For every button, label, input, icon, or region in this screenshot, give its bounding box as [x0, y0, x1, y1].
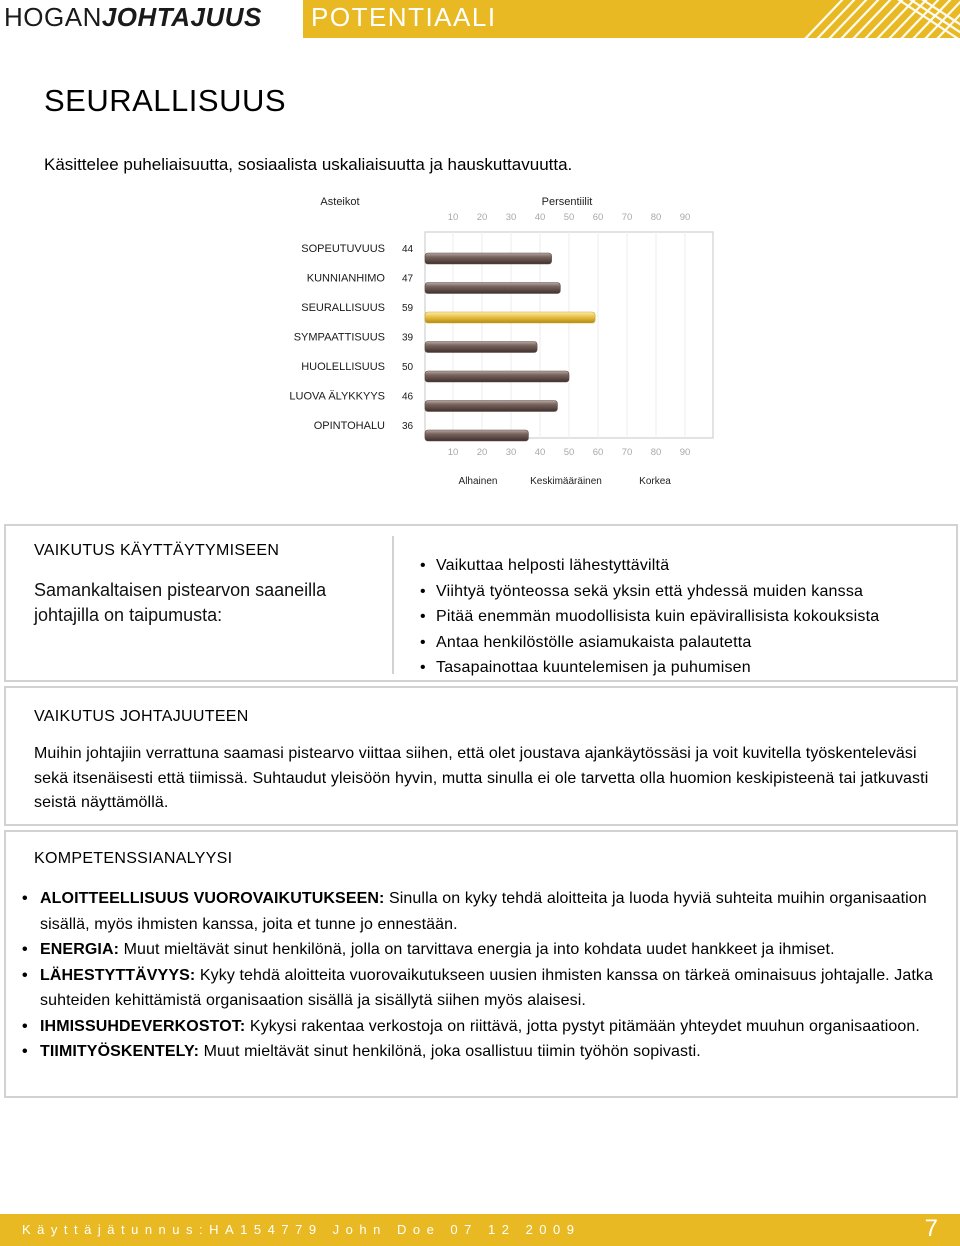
- competence-item: [34, 937, 944, 963]
- competence-item: [34, 1014, 944, 1040]
- list-item: • Vaikuttaa helposti lähestyttäviltä: [420, 553, 879, 579]
- decorative-lines-icon: [800, 0, 960, 38]
- list-item: • Tasapainottaa kuuntelemisen ja puhumisen: [420, 655, 879, 681]
- value-label: 44: [402, 244, 414, 255]
- tick-label-bottom: 30: [505, 447, 517, 458]
- tick-label-top: 20: [476, 212, 488, 223]
- brand-third: POTENTIAALI: [311, 2, 497, 32]
- competence-item: [34, 1039, 944, 1065]
- report-footer: [0, 1214, 960, 1246]
- value-label: 46: [402, 391, 414, 403]
- tick-label-top: 90: [679, 212, 691, 223]
- tick-label-bottom: 10: [447, 447, 459, 458]
- value-label: 50: [402, 362, 414, 373]
- competence-list: [34, 886, 944, 1065]
- bar-opintohalu: [425, 430, 528, 441]
- competence-label: IHMISSUHDEVERKOSTOT:: [40, 1017, 246, 1035]
- tick-label-top: 70: [621, 212, 633, 223]
- tick-label-top: 50: [563, 212, 575, 223]
- bar-sympaattisuus: [425, 342, 537, 353]
- competence-label: ENERGIA:: [40, 941, 120, 958]
- value-label: 47: [402, 273, 414, 285]
- band-label: Korkea: [639, 476, 671, 487]
- brand-bar: [303, 0, 960, 38]
- competence-text: Muut mieltävät sinut henkilönä, jolla on tarvittava energia ja into kohdata uudet hankkeet ja ihmiset.: [119, 941, 835, 958]
- value-label: 59: [402, 303, 414, 314]
- competence-label: TIIMITYÖSKENTELY:: [40, 1043, 200, 1060]
- tick-label-bottom: 50: [563, 447, 575, 458]
- bar-huolellisuus: [425, 371, 569, 382]
- band-label: Keskimääräinen: [530, 476, 602, 487]
- report-header: [0, 0, 960, 38]
- behavior-section: [4, 524, 958, 682]
- tick-label-bottom: 60: [592, 447, 604, 458]
- competence-heading: KOMPETENSSIANALYYSI: [34, 850, 233, 867]
- category-label: SEURALLISUUS: [301, 302, 385, 314]
- competence-item: [34, 886, 944, 937]
- brand-first: HOGAN: [4, 2, 102, 32]
- page-number: 7: [924, 1215, 938, 1242]
- tick-label-bottom: 90: [679, 447, 691, 458]
- bar-seurallisuus: [425, 312, 595, 323]
- category-label: HUOLELLISUUS: [301, 361, 385, 373]
- leadership-section: [4, 686, 958, 826]
- tick-label-bottom: 40: [534, 447, 546, 458]
- category-label: LUOVA ÄLYKKYYS: [289, 390, 385, 403]
- tick-label-bottom: 70: [621, 447, 633, 458]
- list-item: • Viihtyä työnteossa sekä yksin että yhdessä muiden kanssa: [420, 579, 879, 605]
- competence-section: [4, 830, 958, 1098]
- percentile-chart: [0, 188, 960, 498]
- page-title: SEURALLISUUS: [44, 83, 287, 118]
- tick-label-top: 60: [592, 212, 604, 223]
- competence-text: Sinulla on kyky tehdä aloitteita ja luoda hyviä suhteita muihin organisaation sisällä, myös ihmisten kanssa, joita et tunne jo ennestään.: [40, 890, 927, 933]
- tick-label-bottom: 20: [476, 447, 488, 458]
- leadership-text: Muihin johtajiin verrattuna saamasi pistearvo viittaa siihen, että olet joustava ajankäytössäsi ja voit kuvitella työskenteleväsi sekä itsenäisesti että tiimissä. Suhtaudut yleisöön hyvin, mutta sinulla ei ole tarvetta olla huomion keskipisteenä tai jatkuvasti seistä näyttämöllä.: [34, 745, 929, 811]
- competence-label: LÄHESTYTTÄVYYS:: [40, 966, 196, 984]
- competence-item: [34, 963, 944, 1014]
- bar-kunnianhimo: [425, 283, 560, 294]
- tick-label-top: 30: [505, 212, 517, 223]
- behavior-list: [420, 553, 879, 681]
- leadership-heading: VAIKUTUS JOHTAJUUTEEN: [34, 708, 249, 725]
- tick-label-bottom: 80: [650, 447, 662, 458]
- tick-label-top: 10: [447, 212, 459, 223]
- competence-text: Muut mieltävät sinut henkilönä, joka osallistuu tiimin työhön sopivasti.: [199, 1043, 701, 1060]
- category-label: SOPEUTUVUUS: [301, 243, 385, 255]
- behavior-subtitle: Samankaltaisen pistearvon saaneilla johtajilla on taipumusta:: [34, 580, 327, 625]
- bar-sopeutuvuus: [425, 253, 552, 264]
- footer-user-id: Käyttäjätunnus:HA154779 John Doe 07 12 2009: [22, 1222, 581, 1237]
- competence-text: Kykysi rakentaa verkostoja on riittävä, jotta pystyt pitämään yhteydet muuhun organisaatioon.: [245, 1017, 920, 1035]
- behavior-heading: VAIKUTUS KÄYTTÄYTYMISEEN: [34, 542, 280, 559]
- competence-text: Kyky tehdä aloitteita vuorovaikutukseen uusien ihmisten kanssa on tärkeä ominaisuus johtajalle. Jatka suhteiden kehittämistä organisaation sisällä ja sisällytä siihen myös alaisesi.: [40, 966, 934, 1009]
- category-label: OPINTOHALU: [313, 420, 385, 432]
- value-label: 39: [402, 332, 414, 344]
- axis-header: Persentiilit: [541, 196, 593, 208]
- brand-logo: [4, 2, 262, 33]
- bar-luova-älykkyys: [425, 401, 557, 412]
- brand-second: JOHTAJUUS: [101, 2, 262, 32]
- section-divider: [392, 536, 394, 674]
- competence-label: ALOITTEELLISUUS VUOROVAIKUTUKSEEN:: [40, 890, 385, 907]
- list-item: • Pitää enemmän muodollisista kuin epävirallisista kokouksista: [420, 604, 879, 630]
- category-label: SYMPAATTISUUS: [293, 331, 385, 344]
- page-description: Käsittelee puheliaisuutta, sosiaalista uskaliaisuutta ja hauskuttavuutta.: [44, 155, 573, 174]
- band-label: Alhainen: [458, 476, 498, 487]
- tick-label-top: 40: [534, 212, 546, 223]
- category-label: KUNNIANHIMO: [306, 272, 385, 285]
- value-label: 36: [402, 421, 414, 432]
- list-item: • Antaa henkilöstölle asiamukaista palautetta: [420, 630, 879, 656]
- labels-header: Asteikot: [320, 196, 360, 208]
- tick-label-top: 80: [650, 212, 662, 223]
- percentile-chart-svg: [0, 188, 960, 498]
